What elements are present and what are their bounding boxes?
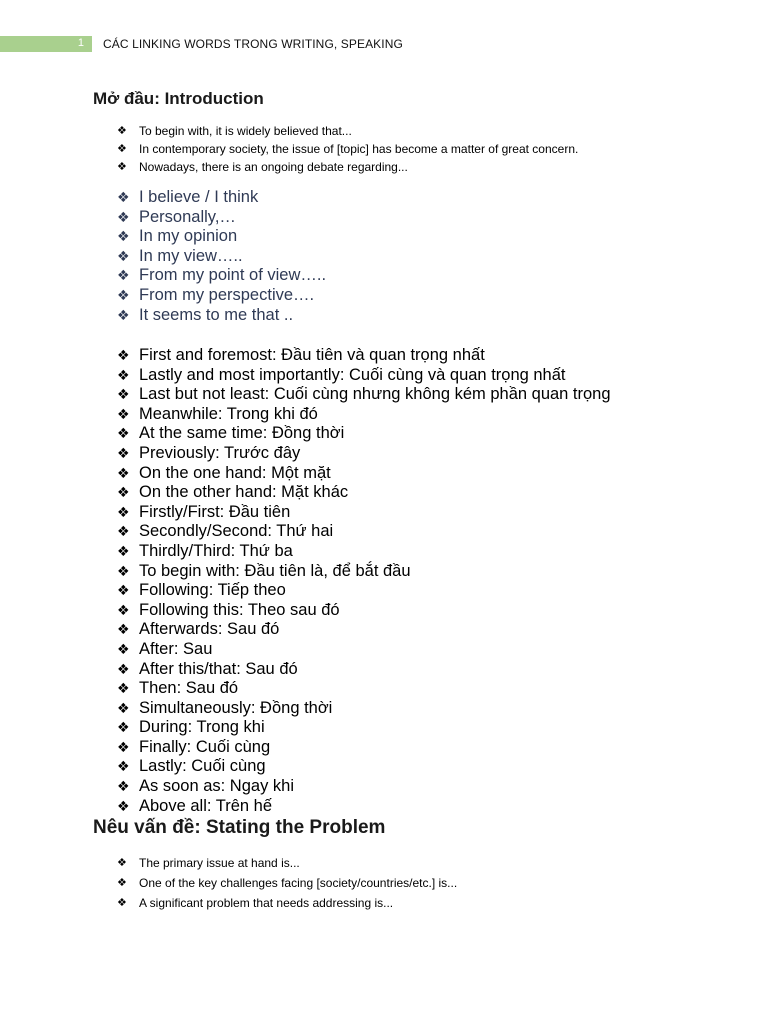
diamond-bullet-icon: ❖ [117,602,130,619]
list-item-text: At the same time: Đồng thời [139,424,345,443]
diamond-bullet-icon: ❖ [117,661,130,678]
list-item [117,306,326,326]
list-item-text: Finally: Cuối cùng [139,737,271,756]
list-item [117,286,326,306]
header-title: CÁC LINKING WORDS TRONG WRITING, SPEAKING [103,37,403,51]
list-item-text: To begin with, it is widely believed that... [139,124,352,138]
page-header [0,34,768,52]
diamond-bullet-icon: ❖ [117,367,130,384]
list-item-text: Following: Tiếp theo [139,581,286,600]
diamond-bullet-icon: ❖ [117,524,130,541]
problem-heading: Nêu vấn đề: Stating the Problem [93,817,386,838]
list-item [117,405,611,425]
list-item-text: Thirdly/Third: Thứ ba [139,541,293,560]
list-item-text: Then: Sau đó [139,679,239,698]
list-item-text: Previously: Trước đây [139,443,301,462]
list-item-text: After: Sau [139,639,213,658]
list-item [117,893,457,913]
diamond-bullet-icon: ❖ [117,465,130,482]
list-item [117,188,326,208]
diamond-bullet-icon: ❖ [117,307,130,324]
list-item [117,679,611,699]
list-item [117,757,611,777]
list-item-text: In contemporary society, the issue of [topic] has become a matter of great concern. [139,142,579,156]
diamond-bullet-icon: ❖ [117,287,130,304]
list-item-text: After this/that: Sau đó [139,659,298,678]
diamond-bullet-icon: ❖ [117,759,130,776]
list-item [117,464,611,484]
diamond-bullet-icon: ❖ [117,209,130,226]
list-item-text: In my opinion [139,227,238,246]
list-item-text: On the other hand: Mặt khác [139,483,349,502]
opinion-list [117,188,326,325]
list-item [117,620,611,640]
list-item [117,797,611,817]
list-item [117,522,611,542]
list-item [117,718,611,738]
page-number: 1 [77,37,84,49]
list-item-text: As soon as: Ngay khi [139,777,294,796]
diamond-bullet-icon: ❖ [117,876,127,889]
list-item [117,122,578,140]
list-item-text: It seems to me that .. [139,305,294,324]
diamond-bullet-icon: ❖ [117,445,130,462]
diamond-bullet-icon: ❖ [117,124,127,137]
list-item [117,581,611,601]
list-item-text: Nowadays, there is an ongoing debate regarding... [139,160,408,174]
diamond-bullet-icon: ❖ [117,348,130,364]
diamond-bullet-icon: ❖ [117,426,130,443]
diamond-bullet-icon: ❖ [117,229,130,246]
list-item [117,444,611,464]
diamond-bullet-icon: ❖ [117,720,130,737]
intro-heading: Mở đầu: Introduction [93,89,264,108]
list-item-text: To begin with: Đầu tiên là, để bắt đầu [139,561,411,580]
diamond-bullet-icon: ❖ [117,622,130,639]
list-item [117,853,457,873]
list-item-text: First and foremost: Đầu tiên và quan trọng nhất [139,346,485,364]
list-item-text: In my view….. [139,246,243,265]
diamond-bullet-icon: ❖ [117,543,130,560]
diamond-bullet-icon: ❖ [117,583,130,600]
diamond-bullet-icon: ❖ [117,641,130,658]
diamond-bullet-icon: ❖ [117,406,130,423]
list-item-text: Last but not least: Cuối cùng nhưng không kém phần quan trọng [139,385,611,404]
list-item-text: Firstly/First: Đầu tiên [139,502,291,521]
list-item [117,385,611,405]
diamond-bullet-icon: ❖ [117,160,127,173]
diamond-bullet-icon: ❖ [117,504,130,521]
diamond-bullet-icon: ❖ [117,190,130,206]
diamond-bullet-icon: ❖ [117,739,130,756]
list-item [117,601,611,621]
list-item-text: From my point of view….. [139,266,327,285]
diamond-bullet-icon: ❖ [117,248,130,265]
list-item [117,366,611,386]
list-item-text: During: Trong khi [139,718,265,737]
list-item [117,158,578,176]
list-item [117,699,611,719]
list-item [117,873,457,893]
list-item [117,346,611,366]
diamond-bullet-icon: ❖ [117,268,130,285]
list-item-text: From my perspective…. [139,285,315,304]
list-item [117,247,326,267]
list-item-text: Afterwards: Sau đó [139,620,280,639]
list-item [117,562,611,582]
list-item [117,542,611,562]
page-number-box [0,36,92,52]
list-item-text: One of the key challenges facing [society/countries/etc.] is... [139,876,458,890]
list-item [117,503,611,523]
diamond-bullet-icon: ❖ [117,563,130,580]
list-item [117,777,611,797]
list-item [117,738,611,758]
list-item-text: A significant problem that needs addressing is... [139,896,394,910]
diamond-bullet-icon: ❖ [117,681,130,698]
diamond-bullet-icon: ❖ [117,779,130,796]
list-item-text: Above all: Trên hế [139,796,272,815]
list-item-text: Meanwhile: Trong khi đó [139,404,318,423]
list-item [117,227,326,247]
diamond-bullet-icon: ❖ [117,142,127,155]
list-item [117,483,611,503]
list-item-text: Secondly/Second: Thứ hai [139,522,334,541]
list-item-text: Following this: Theo sau đó [139,600,340,619]
diamond-bullet-icon: ❖ [117,798,130,815]
diamond-bullet-icon: ❖ [117,387,130,404]
intro-list [117,122,578,176]
list-item [117,266,326,286]
diamond-bullet-icon: ❖ [117,856,127,869]
list-item [117,424,611,444]
list-item-text: I believe / I think [139,188,259,206]
list-item-text: Simultaneously: Đồng thời [139,698,333,717]
list-item-text: Lastly and most importantly: Cuối cùng và quan trọng nhất [139,365,566,384]
diamond-bullet-icon: ❖ [117,700,130,717]
list-item [117,140,578,158]
list-item [117,660,611,680]
list-item-text: Lastly: Cuối cùng [139,757,266,776]
diamond-bullet-icon: ❖ [117,485,130,502]
list-item-text: The primary issue at hand is... [139,856,300,870]
list-item-text: Personally,… [139,207,236,226]
diamond-bullet-icon: ❖ [117,896,127,909]
list-item [117,208,326,228]
list-item-text: On the one hand: Một mặt [139,463,331,482]
problem-list [117,853,457,913]
linking-words-list [117,346,611,816]
list-item [117,640,611,660]
